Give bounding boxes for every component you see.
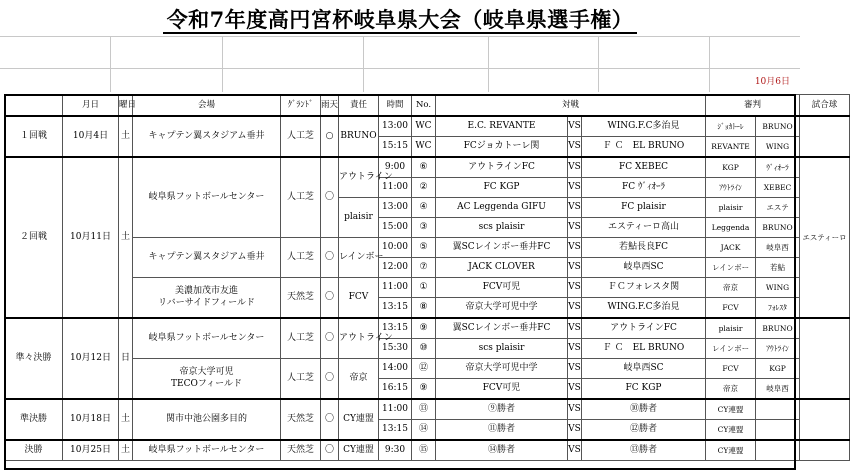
referee-1: FCV	[706, 359, 756, 379]
vs-label: VS	[568, 238, 582, 258]
home-team: AC Leggenda GIFU	[436, 198, 568, 218]
referee-1: plaisir	[706, 198, 756, 218]
rain-mark: 〇	[321, 399, 339, 440]
blank-grid-lines	[0, 36, 800, 92]
venue: 岐阜県フットボールセンター	[133, 318, 281, 359]
venue-line-2: リバーサイドフィールド	[158, 298, 255, 308]
match-ball: エスティーロ	[800, 157, 850, 318]
vs-label: VS	[568, 339, 582, 359]
referee-1: FCV	[706, 298, 756, 319]
away-team: ⑫勝者	[582, 420, 706, 441]
match-no: ③	[412, 218, 436, 238]
referee-2: XEBEC	[756, 178, 800, 198]
match-no: ⑬	[412, 399, 436, 420]
home-team: ⑪勝者	[436, 420, 568, 441]
rain-mark: 〇	[321, 278, 339, 319]
match-no: ②	[412, 178, 436, 198]
match-date: 10月11日	[63, 157, 119, 318]
vs-label: VS	[568, 137, 582, 158]
table-row	[5, 157, 850, 178]
round-label: 準々決勝	[5, 318, 63, 399]
venue: キャプテン翼スタジアム垂井	[133, 116, 281, 157]
away-team: FC plaisir	[582, 198, 706, 218]
responsible-team: FCV	[339, 278, 379, 319]
vs-label: VS	[568, 278, 582, 298]
round-label: ２回戦	[5, 157, 63, 318]
responsible-team: レインボー	[339, 238, 379, 278]
vs-label: VS	[568, 116, 582, 137]
responsible-team: アウトライン	[339, 157, 379, 198]
home-team: ⑨勝者	[436, 399, 568, 420]
table-row	[5, 318, 850, 339]
match-no: ⑨	[412, 318, 436, 339]
match-time: 11:00	[379, 178, 412, 198]
match-time: 13:15	[379, 420, 412, 441]
referee-1: CY連盟	[706, 440, 756, 461]
away-team: FC XEBEC	[582, 157, 706, 178]
venue: 岐阜県フットボールセンター	[133, 157, 281, 238]
match-no: ⑦	[412, 258, 436, 278]
away-team: Ｆ Ｃ EL BRUNO	[582, 137, 706, 158]
ground-type: 天然芝	[281, 440, 321, 461]
match-no: ⑥	[412, 157, 436, 178]
match-time: 15:00	[379, 218, 412, 238]
match-no: WC	[412, 116, 436, 137]
home-team: scs plaisir	[436, 339, 568, 359]
referee-2: 若鮎	[756, 258, 800, 278]
home-team: 帝京大学可児中学	[436, 359, 568, 379]
away-team: ⑬勝者	[582, 440, 706, 461]
match-date: 10月4日	[63, 116, 119, 157]
vs-label: VS	[568, 198, 582, 218]
referee-1: plaisir	[706, 318, 756, 339]
away-team: WING.F.C多治見	[582, 116, 706, 137]
home-team: 翼SCレインボー垂井FC	[436, 318, 568, 339]
header-time: 時間	[379, 95, 412, 117]
ground-type: 天然芝	[281, 278, 321, 319]
away-team: 岐阜西SC	[582, 258, 706, 278]
referee-2: ﾌｫﾚｽﾀ	[756, 298, 800, 319]
responsible-team: アウトライン	[339, 318, 379, 359]
match-time: 13:00	[379, 198, 412, 218]
ground-type: 天然芝	[281, 399, 321, 440]
away-team: WING.F.C多治見	[582, 298, 706, 319]
header-ball: 試合球	[800, 95, 850, 117]
header-match: 対戦	[436, 95, 706, 117]
venue-line-1: 美濃加茂市友進	[174, 286, 238, 296]
ground-type: 人工芝	[281, 157, 321, 238]
match-time: 13:15	[379, 298, 412, 319]
vs-label: VS	[568, 379, 582, 400]
vs-label: VS	[568, 359, 582, 379]
responsible-team: CY連盟	[339, 399, 379, 440]
ground-type: 人工芝	[281, 238, 321, 278]
table-row	[5, 116, 850, 137]
schedule-table	[4, 94, 850, 461]
match-time: 9:30	[379, 440, 412, 461]
match-no: ⑮	[412, 440, 436, 461]
table-row	[5, 440, 850, 461]
referee-2	[756, 399, 800, 420]
match-date: 10月12日	[63, 318, 119, 399]
vs-label: VS	[568, 178, 582, 198]
rain-mark: 〇	[321, 157, 339, 238]
referee-1: ｼﾞｮｶﾄｰﾚ	[706, 116, 756, 137]
home-team: JACK CLOVER	[436, 258, 568, 278]
rain-mark: 〇	[321, 318, 339, 359]
referee-2: BRUNO	[756, 116, 800, 137]
home-team: 翼SCレインボー垂井FC	[436, 238, 568, 258]
match-time: 13:15	[379, 318, 412, 339]
referee-1: JACK	[706, 238, 756, 258]
vs-label: VS	[568, 298, 582, 319]
referee-1: 帝京	[706, 379, 756, 400]
match-time: 14:00	[379, 359, 412, 379]
match-time: 15:30	[379, 339, 412, 359]
match-time: 15:15	[379, 137, 412, 158]
ground-type: 人工芝	[281, 318, 321, 359]
referee-1: CY連盟	[706, 399, 756, 420]
referee-2: ｱｳﾄﾗｲﾝ	[756, 339, 800, 359]
match-no: ⑧	[412, 298, 436, 319]
home-team: アウトラインFC	[436, 157, 568, 178]
header-weekday: 曜日	[119, 95, 133, 117]
header-responsible: 責任	[339, 95, 379, 117]
venue: 岐阜県フットボールセンター	[133, 440, 281, 461]
match-no: ④	[412, 198, 436, 218]
referee-1: KGP	[706, 157, 756, 178]
responsible-team: 帝京	[339, 359, 379, 400]
referee-1: ｱｳﾄﾗｲﾝ	[706, 178, 756, 198]
home-team: ⑭勝者	[436, 440, 568, 461]
away-team: Ｆ Ｃ EL BRUNO	[582, 339, 706, 359]
round-label: 決勝	[5, 440, 63, 461]
referee-2: エステ	[756, 198, 800, 218]
header-row	[5, 95, 850, 117]
referee-1: レインボー	[706, 339, 756, 359]
vs-label: VS	[568, 157, 582, 178]
referee-1: Leggenda	[706, 218, 756, 238]
rain-mark: 〇	[321, 440, 339, 461]
away-team: 岐阜西SC	[582, 359, 706, 379]
venue: キャプテン翼スタジアム垂井	[133, 238, 281, 278]
match-time: 13:00	[379, 116, 412, 137]
page-title: 令和7年度高円宮杯岐阜県大会（岐阜県選手権）	[0, 4, 800, 34]
match-time: 12:00	[379, 258, 412, 278]
match-time: 11:00	[379, 399, 412, 420]
ground-type: 人工芝	[281, 359, 321, 400]
match-date: 10月25日	[63, 440, 119, 461]
match-time: 9:00	[379, 157, 412, 178]
match-time: 10:00	[379, 238, 412, 258]
header-month-day: 月日	[63, 95, 119, 117]
vs-label: VS	[568, 399, 582, 420]
home-team: FCジョカトーレ関	[436, 137, 568, 158]
venue: 関市中池公園多目的	[133, 399, 281, 440]
match-time: 16:15	[379, 379, 412, 400]
home-team: E.C. REVANTE	[436, 116, 568, 137]
referee-1: CY連盟	[706, 420, 756, 441]
match-no: WC	[412, 137, 436, 158]
referee-2: KGP	[756, 359, 800, 379]
match-no: ⑫	[412, 359, 436, 379]
date-stamp: 10月6日	[754, 77, 790, 87]
venue	[133, 278, 281, 319]
header-rain: 雨天	[321, 95, 339, 117]
match-date: 10月18日	[63, 399, 119, 440]
referee-2	[756, 440, 800, 461]
header-ground: ｸﾞﾗﾝﾄﾞ	[281, 95, 321, 117]
away-team: アウトラインFC	[582, 318, 706, 339]
referee-2	[756, 420, 800, 441]
vs-label: VS	[568, 258, 582, 278]
rain-mark: ○	[321, 116, 339, 157]
referee-2: BRUNO	[756, 218, 800, 238]
rain-mark: 〇	[321, 359, 339, 400]
vs-label: VS	[568, 440, 582, 461]
header-venue: 会場	[133, 95, 281, 117]
match-weekday: 土	[119, 116, 133, 157]
match-weekday: 土	[119, 399, 133, 440]
home-team: scs plaisir	[436, 218, 568, 238]
referee-2: WING	[756, 278, 800, 298]
round-label: １回戦	[5, 116, 63, 157]
away-team: FC KGP	[582, 379, 706, 400]
away-team: 若鮎長良FC	[582, 238, 706, 258]
venue	[133, 359, 281, 400]
referee-1: REVANTE	[706, 137, 756, 158]
away-team: ＦＣフォレスタ関	[582, 278, 706, 298]
vs-label: VS	[568, 318, 582, 339]
home-team: FC KGP	[436, 178, 568, 198]
referee-2: WING	[756, 137, 800, 158]
referee-2: 岐阜西	[756, 379, 800, 400]
responsible-team: CY連盟	[339, 440, 379, 461]
rain-mark: 〇	[321, 238, 339, 278]
responsible-team: BRUNO	[339, 116, 379, 157]
match-weekday: 土	[119, 157, 133, 318]
home-team: 帝京大学可児中学	[436, 298, 568, 319]
match-no: ⑤	[412, 238, 436, 258]
round-label: 準決勝	[5, 399, 63, 440]
match-time: 11:00	[379, 278, 412, 298]
venue-line-2: TECOフィールド	[171, 379, 242, 389]
match-weekday: 日	[119, 318, 133, 399]
match-no: ⑭	[412, 420, 436, 441]
venue-line-1: 帝京大学可児	[179, 367, 234, 377]
away-team: ⑩勝者	[582, 399, 706, 420]
home-team: FCV可児	[436, 379, 568, 400]
match-no: ⑩	[412, 339, 436, 359]
vs-label: VS	[568, 420, 582, 441]
referee-2: BRUNO	[756, 318, 800, 339]
referee-1: レインボー	[706, 258, 756, 278]
header-no: No.	[412, 95, 436, 117]
vs-label: VS	[568, 218, 582, 238]
match-no: ①	[412, 278, 436, 298]
referee-2: ｳﾞｨｵｰﾗ	[756, 157, 800, 178]
away-team: エスティーロ高山	[582, 218, 706, 238]
match-no: ⑨	[412, 379, 436, 400]
table-row	[5, 399, 850, 420]
header-referee: 審判	[706, 95, 800, 117]
ground-type: 人工芝	[281, 116, 321, 157]
match-weekday: 土	[119, 440, 133, 461]
referee-1: 帝京	[706, 278, 756, 298]
responsible-team: plaisir	[339, 198, 379, 238]
home-team: FCV可児	[436, 278, 568, 298]
away-team: FC ｳﾞｨｵｰﾗ	[582, 178, 706, 198]
referee-2: 岐阜西	[756, 238, 800, 258]
